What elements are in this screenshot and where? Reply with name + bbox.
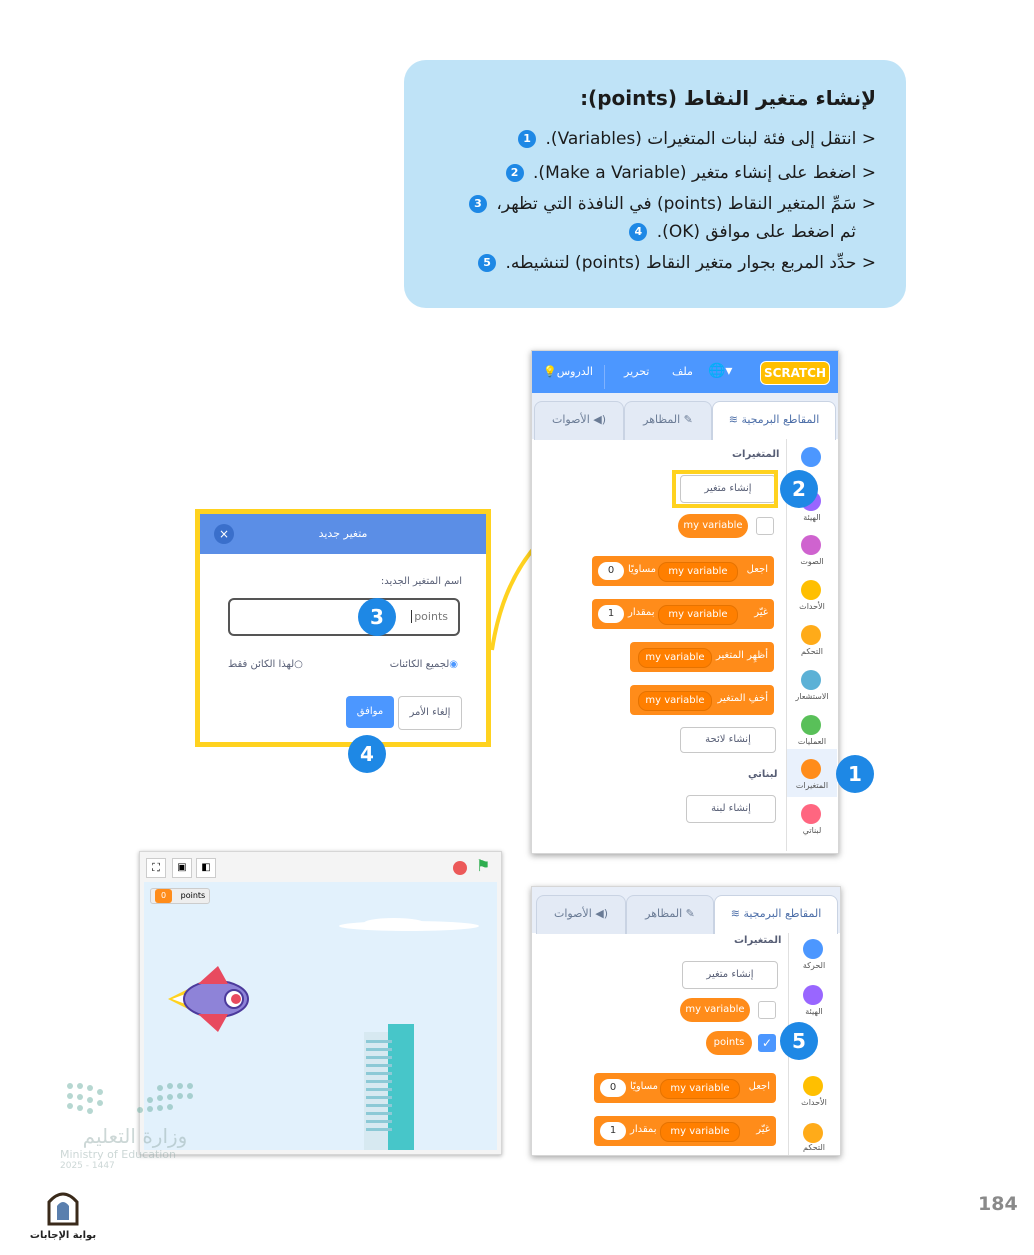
category-events[interactable] (801, 580, 821, 600)
category-control[interactable] (801, 625, 821, 645)
menu-tutorials[interactable]: 💡الدروس (532, 365, 605, 389)
change-variable-block-bottom[interactable]: غيّر my variable بمقدار 1 (594, 1116, 776, 1146)
large-stage-icon[interactable]: ◧ (196, 858, 216, 878)
category-control-label-bottom: التحكم (803, 1143, 825, 1152)
change-variable-block[interactable]: غيّر my variable بمقدار 1 (592, 599, 774, 629)
variable-name-input[interactable] (228, 598, 460, 636)
ministry-year: 2025 - 1447 (60, 1161, 115, 1171)
lightbulb-icon: 💡 (543, 365, 557, 378)
stop-icon[interactable] (453, 861, 467, 875)
ok-button[interactable]: موافق (346, 696, 394, 728)
fullscreen-icon[interactable]: ⛶ (146, 858, 166, 878)
brush-icon: ✎ (685, 907, 695, 920)
close-icon[interactable]: × (214, 524, 234, 544)
make-list-button[interactable]: إنشاء لائحة (680, 727, 776, 753)
category-events-label-bottom: الأحداث (801, 1098, 827, 1107)
scratch-menu-bar (532, 351, 838, 393)
category-variables[interactable] (801, 759, 821, 779)
points-reporter[interactable]: points (706, 1031, 752, 1055)
instruction-title: لإنشاء متغير النقاط (points): (580, 86, 876, 110)
category-sensing-label: الاستشعار (795, 692, 829, 701)
show-variable-block[interactable]: أظهِر المتغير my variable (630, 642, 774, 672)
instruction-step-3: < سَمِّ المتغير النقاط (points) في النافذة التي تظهر، 3 (424, 190, 876, 218)
category-myblocks-label: لبناتي (802, 826, 822, 835)
tab-costumes[interactable]: المظاهر ✎ (624, 401, 712, 440)
instruction-step-4: ثم اضغط على موافق (OK). 4 (424, 218, 876, 246)
speaker-icon: ◀) (593, 413, 607, 426)
instruction-box (404, 60, 906, 308)
category-looks-label: الهيئة (803, 513, 821, 522)
category-control-bottom[interactable] (803, 1123, 823, 1143)
category-looks-bottom[interactable] (803, 985, 823, 1005)
radio-selected-icon: ◉ (449, 659, 458, 670)
category-events-label: الأحداث (799, 602, 825, 611)
cancel-button[interactable]: إلغاء الأمر (398, 696, 462, 730)
instruction-step-2: < اضغط على إنشاء متغير (Make a Variable). 2 (424, 156, 876, 190)
tab-sounds-bottom[interactable]: الأصوات ◀) (536, 895, 626, 934)
category-operators-label: العمليات (797, 737, 827, 746)
scratch-editor-bottom (531, 886, 841, 1156)
code-icon: ≋ (730, 907, 744, 920)
tab-code[interactable]: ≋ المقاطع البرمجية (712, 401, 836, 440)
ministry-english: Ministry of Education (60, 1148, 177, 1161)
tab-costumes-bottom[interactable]: المظاهر ✎ (626, 895, 714, 934)
cloud-icon (334, 916, 484, 936)
step-badge-5: 5 (780, 1022, 818, 1060)
site-logo (28, 1186, 98, 1246)
tab-code-bottom[interactable]: ≋ المقاطع البرمجية (714, 895, 838, 934)
site-logo-text: بوابة الإجابات (29, 1230, 97, 1241)
new-variable-dialog (195, 509, 491, 747)
step-badge-3: 3 (358, 598, 396, 636)
category-operators[interactable] (801, 715, 821, 735)
radio-all-sprites[interactable]: ◉لجميع الكائنات (389, 659, 458, 670)
speaker-icon: ◀) (595, 907, 609, 920)
points-monitor-value: 0 (155, 889, 172, 903)
green-flag-icon[interactable]: ⚑ (476, 856, 491, 875)
step-badge-4: 4 (348, 735, 386, 773)
my-variable-reporter-bottom[interactable]: my variable (680, 998, 750, 1022)
make-variable-highlight (672, 470, 778, 508)
make-variable-button-bottom[interactable]: إنشاء متغير (682, 961, 778, 989)
make-variable-button[interactable]: إنشاء متغير (680, 475, 776, 503)
category-variables-label: المتغيرات (795, 781, 829, 790)
globe-icon[interactable]: 🌐▾ (708, 363, 733, 379)
radio-empty-icon: ○ (294, 659, 303, 670)
building-icon (358, 1024, 418, 1150)
dialog-header (200, 514, 486, 554)
category-sound[interactable] (801, 535, 821, 555)
variable-name-label: اسم المتغير الجديد: (380, 576, 462, 587)
scratch-tabs-bottom (532, 887, 840, 933)
scratch-editor-top (531, 350, 839, 854)
menu-file[interactable]: ملف (672, 365, 693, 378)
my-variable-checkbox[interactable] (756, 517, 774, 535)
ministry-logo (60, 1078, 210, 1198)
variable-name-value: points (411, 610, 448, 623)
section-variables: المتغيرات (732, 449, 780, 460)
menu-edit[interactable]: تحرير (624, 365, 650, 378)
tab-sounds[interactable]: الأصوات ◀) (534, 401, 624, 440)
section-variables-bottom: المتغيرات (734, 935, 782, 946)
category-sound-label: الصوت (800, 557, 824, 566)
brush-icon: ✎ (683, 413, 693, 426)
radio-this-sprite[interactable]: ○لهذا الكائن فقط (228, 659, 303, 670)
step-badge-1: 1 (836, 755, 874, 793)
category-looks-label-bottom: الهيئة (805, 1007, 823, 1016)
category-motion[interactable] (801, 447, 821, 467)
points-checkbox[interactable]: ✓ (758, 1034, 776, 1052)
code-icon: ≋ (728, 413, 742, 426)
category-motion-bottom[interactable] (803, 939, 823, 959)
ministry-dots-icon (60, 1078, 200, 1120)
rocket-sprite (158, 964, 258, 1034)
set-variable-block[interactable]: اجعل my variable مساويًا 0 (592, 556, 774, 586)
small-stage-icon[interactable]: ▣ (172, 858, 192, 878)
category-myblocks[interactable] (801, 804, 821, 824)
site-logo-icon (43, 1186, 83, 1226)
make-block-button[interactable]: إنشاء لبنة (686, 795, 776, 823)
category-motion-label-bottom: الحركة (802, 961, 826, 970)
section-myblocks: لبناتي (748, 769, 778, 780)
page-number: 184 (978, 1193, 1018, 1215)
set-variable-block-bottom[interactable]: اجعل my variable مساويًا 0 (594, 1073, 776, 1103)
instruction-step-5: < حدِّد المربع بجوار متغير النقاط (points) لتنشيطه. 5 (424, 246, 876, 280)
step-badge-2: 2 (780, 470, 818, 508)
category-control-label: التحكم (801, 647, 823, 656)
my-variable-checkbox-bottom[interactable] (758, 1001, 776, 1019)
points-monitor (150, 888, 210, 904)
instruction-step-1: < انتقل إلى فئة لبنات المتغيرات (Variables). 1 (424, 122, 876, 156)
ministry-arabic: وزارة التعليم (82, 1124, 188, 1148)
category-sensing[interactable] (801, 670, 821, 690)
dialog-title: متغير جديد (318, 527, 368, 540)
category-events-bottom[interactable] (803, 1076, 823, 1096)
points-monitor-label: points (180, 891, 206, 900)
scratch-logo[interactable]: SCRATCH (760, 361, 830, 385)
hide-variable-block[interactable]: أخفِ المتغير my variable (630, 685, 774, 715)
my-variable-reporter[interactable]: my variable (678, 514, 748, 538)
scratch-tabs (532, 393, 838, 439)
